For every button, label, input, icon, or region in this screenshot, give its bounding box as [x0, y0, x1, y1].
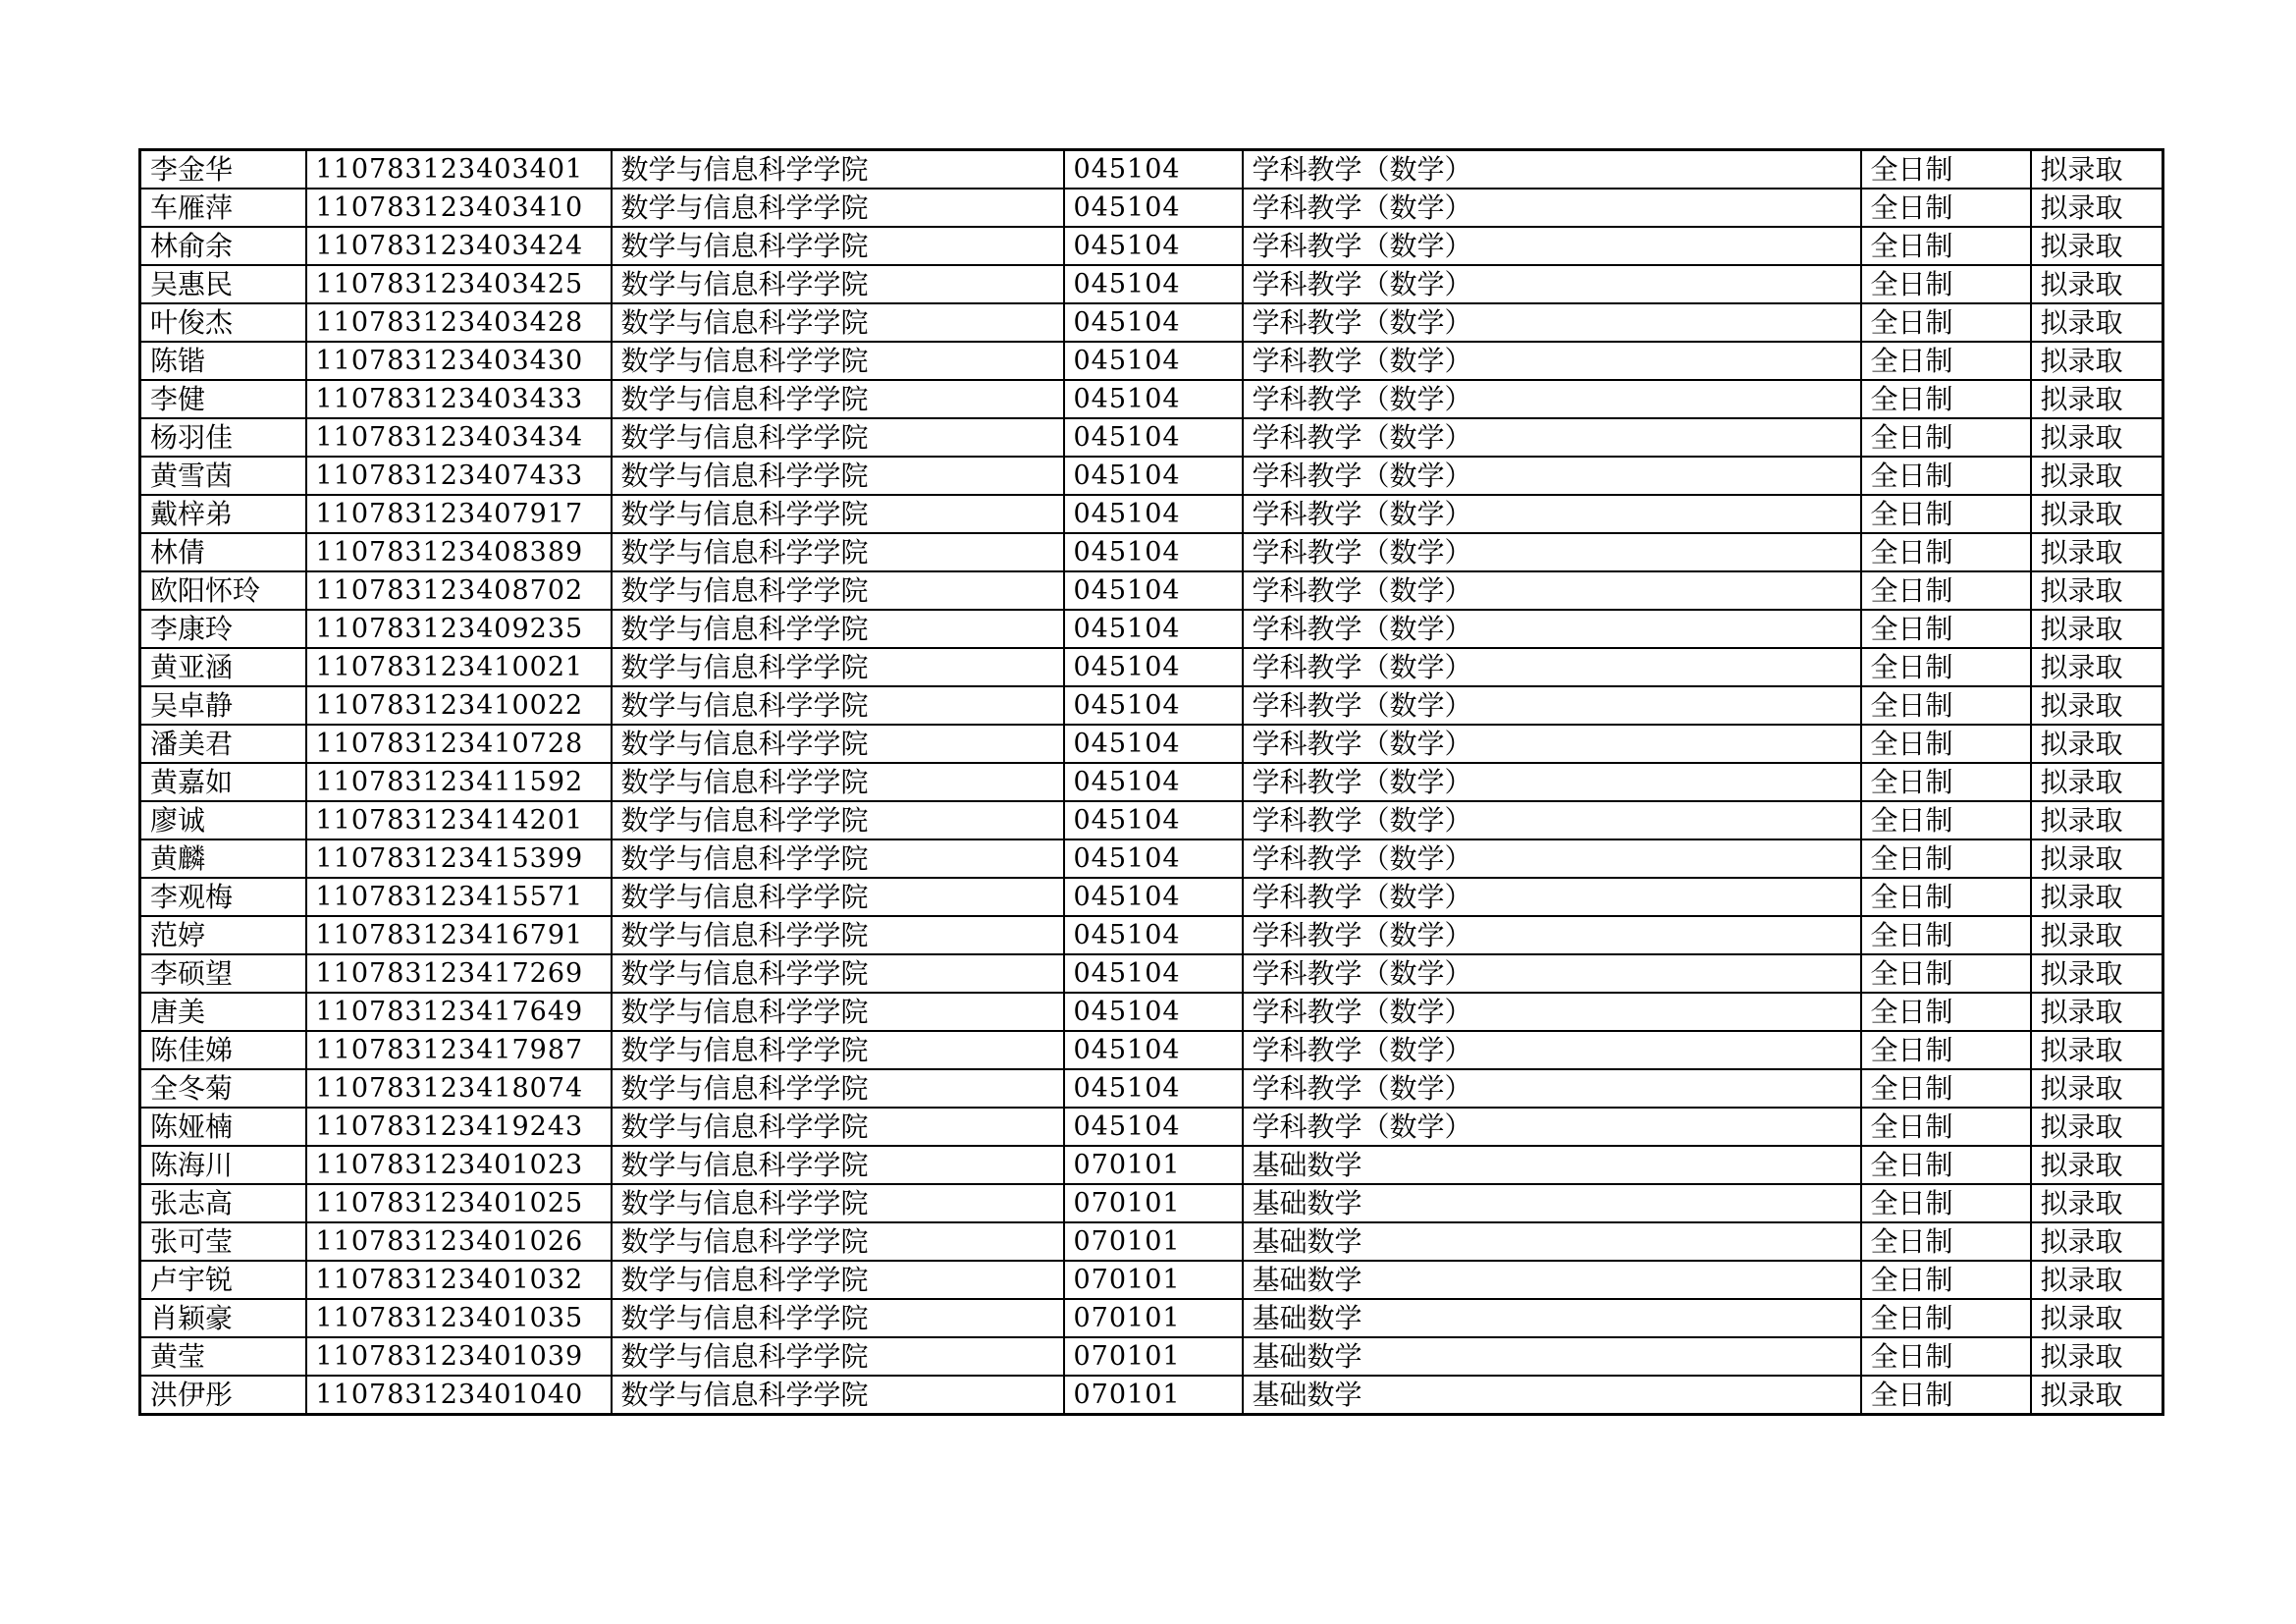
college-cell: 数学与信息科学学院: [612, 1337, 1064, 1376]
table-row: [140, 801, 2163, 839]
major-code-cell: 045104: [1064, 954, 1243, 993]
table-row: [140, 686, 2163, 725]
exam-id-cell: 110783123416791: [306, 916, 612, 954]
exam-id-cell: 110783123418074: [306, 1069, 612, 1108]
table-row: [140, 648, 2163, 686]
name-cell: 黄莹: [140, 1337, 306, 1376]
exam-id-cell: 110783123403434: [306, 418, 612, 457]
status-cell: 拟录取: [2031, 1184, 2163, 1222]
name-cell: 陈佳娣: [140, 1031, 306, 1069]
table-row: [140, 1222, 2163, 1261]
exam-id-cell: 110783123401039: [306, 1337, 612, 1376]
major-code-cell: 045104: [1064, 993, 1243, 1031]
table-row: [140, 380, 2163, 418]
status-cell: 拟录取: [2031, 725, 2163, 763]
major-code-cell: 070101: [1064, 1376, 1243, 1415]
major-name-cell: 学科教学（数学）: [1243, 916, 1861, 954]
status-cell: 拟录取: [2031, 457, 2163, 495]
exam-id-cell: 110783123403428: [306, 303, 612, 342]
major-code-cell: 070101: [1064, 1146, 1243, 1184]
name-cell: 车雁萍: [140, 189, 306, 227]
college-cell: 数学与信息科学学院: [612, 1376, 1064, 1415]
major-name-cell: 学科教学（数学）: [1243, 265, 1861, 303]
major-code-cell: 070101: [1064, 1184, 1243, 1222]
major-name-cell: 学科教学（数学）: [1243, 954, 1861, 993]
study-mode-cell: 全日制: [1861, 686, 2031, 725]
exam-id-cell: 110783123410021: [306, 648, 612, 686]
exam-id-cell: 110783123401023: [306, 1146, 612, 1184]
study-mode-cell: 全日制: [1861, 150, 2031, 189]
status-cell: 拟录取: [2031, 571, 2163, 610]
major-name-cell: 基础数学: [1243, 1261, 1861, 1299]
name-cell: 黄麟: [140, 839, 306, 878]
status-cell: 拟录取: [2031, 265, 2163, 303]
exam-id-cell: 110783123401035: [306, 1299, 612, 1337]
college-cell: 数学与信息科学学院: [612, 610, 1064, 648]
table-row: [140, 1108, 2163, 1146]
table-row: [140, 303, 2163, 342]
status-cell: 拟录取: [2031, 1299, 2163, 1337]
study-mode-cell: 全日制: [1861, 839, 2031, 878]
exam-id-cell: 110783123409235: [306, 610, 612, 648]
status-cell: 拟录取: [2031, 1108, 2163, 1146]
major-code-cell: 045104: [1064, 418, 1243, 457]
study-mode-cell: 全日制: [1861, 801, 2031, 839]
college-cell: 数学与信息科学学院: [612, 1146, 1064, 1184]
status-cell: 拟录取: [2031, 380, 2163, 418]
name-cell: 潘美君: [140, 725, 306, 763]
status-cell: 拟录取: [2031, 533, 2163, 571]
major-name-cell: 学科教学（数学）: [1243, 686, 1861, 725]
exam-id-cell: 110783123411592: [306, 763, 612, 801]
table-row: [140, 1146, 2163, 1184]
major-code-cell: 045104: [1064, 380, 1243, 418]
major-name-cell: 基础数学: [1243, 1337, 1861, 1376]
college-cell: 数学与信息科学学院: [612, 227, 1064, 265]
name-cell: 李康玲: [140, 610, 306, 648]
name-cell: 洪伊彤: [140, 1376, 306, 1415]
status-cell: 拟录取: [2031, 916, 2163, 954]
college-cell: 数学与信息科学学院: [612, 1069, 1064, 1108]
study-mode-cell: 全日制: [1861, 457, 2031, 495]
table-row: [140, 1337, 2163, 1376]
study-mode-cell: 全日制: [1861, 418, 2031, 457]
status-cell: 拟录取: [2031, 495, 2163, 533]
college-cell: 数学与信息科学学院: [612, 533, 1064, 571]
major-code-cell: 070101: [1064, 1261, 1243, 1299]
table-row: [140, 227, 2163, 265]
exam-id-cell: 110783123407917: [306, 495, 612, 533]
major-name-cell: 学科教学（数学）: [1243, 610, 1861, 648]
exam-id-cell: 110783123417269: [306, 954, 612, 993]
name-cell: 黄亚涵: [140, 648, 306, 686]
name-cell: 陈娅楠: [140, 1108, 306, 1146]
study-mode-cell: 全日制: [1861, 342, 2031, 380]
table-row: [140, 189, 2163, 227]
exam-id-cell: 110783123410728: [306, 725, 612, 763]
study-mode-cell: 全日制: [1861, 725, 2031, 763]
study-mode-cell: 全日制: [1861, 1222, 2031, 1261]
major-code-cell: 045104: [1064, 150, 1243, 189]
table-row: [140, 150, 2163, 189]
major-name-cell: 学科教学（数学）: [1243, 150, 1861, 189]
name-cell: 陈锴: [140, 342, 306, 380]
study-mode-cell: 全日制: [1861, 1261, 2031, 1299]
major-name-cell: 基础数学: [1243, 1299, 1861, 1337]
college-cell: 数学与信息科学学院: [612, 1222, 1064, 1261]
study-mode-cell: 全日制: [1861, 1031, 2031, 1069]
name-cell: 黄雪茵: [140, 457, 306, 495]
exam-id-cell: 110783123403424: [306, 227, 612, 265]
status-cell: 拟录取: [2031, 763, 2163, 801]
major-code-cell: 045104: [1064, 227, 1243, 265]
table-row: [140, 725, 2163, 763]
exam-id-cell: 110783123415571: [306, 878, 612, 916]
college-cell: 数学与信息科学学院: [612, 1031, 1064, 1069]
study-mode-cell: 全日制: [1861, 1299, 2031, 1337]
exam-id-cell: 110783123419243: [306, 1108, 612, 1146]
name-cell: 戴梓弟: [140, 495, 306, 533]
name-cell: 林俞余: [140, 227, 306, 265]
name-cell: 黄嘉如: [140, 763, 306, 801]
major-name-cell: 学科教学（数学）: [1243, 801, 1861, 839]
major-name-cell: 基础数学: [1243, 1184, 1861, 1222]
name-cell: 陈海川: [140, 1146, 306, 1184]
college-cell: 数学与信息科学学院: [612, 265, 1064, 303]
college-cell: 数学与信息科学学院: [612, 303, 1064, 342]
major-code-cell: 045104: [1064, 265, 1243, 303]
college-cell: 数学与信息科学学院: [612, 1184, 1064, 1222]
name-cell: 李健: [140, 380, 306, 418]
table-row: [140, 418, 2163, 457]
exam-id-cell: 110783123417987: [306, 1031, 612, 1069]
name-cell: 叶俊杰: [140, 303, 306, 342]
college-cell: 数学与信息科学学院: [612, 1299, 1064, 1337]
major-code-cell: 045104: [1064, 189, 1243, 227]
major-code-cell: 045104: [1064, 686, 1243, 725]
study-mode-cell: 全日制: [1861, 993, 2031, 1031]
major-name-cell: 学科教学（数学）: [1243, 763, 1861, 801]
study-mode-cell: 全日制: [1861, 1069, 2031, 1108]
college-cell: 数学与信息科学学院: [612, 571, 1064, 610]
college-cell: 数学与信息科学学院: [612, 495, 1064, 533]
college-cell: 数学与信息科学学院: [612, 457, 1064, 495]
name-cell: 欧阳怀玲: [140, 571, 306, 610]
exam-id-cell: 110783123401032: [306, 1261, 612, 1299]
study-mode-cell: 全日制: [1861, 303, 2031, 342]
status-cell: 拟录取: [2031, 801, 2163, 839]
study-mode-cell: 全日制: [1861, 495, 2031, 533]
name-cell: 李硕望: [140, 954, 306, 993]
table-row: [140, 954, 2163, 993]
college-cell: 数学与信息科学学院: [612, 1261, 1064, 1299]
status-cell: 拟录取: [2031, 686, 2163, 725]
major-name-cell: 学科教学（数学）: [1243, 1031, 1861, 1069]
table-row: [140, 1184, 2163, 1222]
exam-id-cell: 110783123417649: [306, 993, 612, 1031]
status-cell: 拟录取: [2031, 839, 2163, 878]
major-name-cell: 学科教学（数学）: [1243, 342, 1861, 380]
major-code-cell: 070101: [1064, 1222, 1243, 1261]
college-cell: 数学与信息科学学院: [612, 954, 1064, 993]
exam-id-cell: 110783123415399: [306, 839, 612, 878]
study-mode-cell: 全日制: [1861, 878, 2031, 916]
name-cell: 唐美: [140, 993, 306, 1031]
study-mode-cell: 全日制: [1861, 1146, 2031, 1184]
status-cell: 拟录取: [2031, 954, 2163, 993]
major-name-cell: 学科教学（数学）: [1243, 1108, 1861, 1146]
major-code-cell: 045104: [1064, 610, 1243, 648]
table-row: [140, 495, 2163, 533]
table-row: [140, 610, 2163, 648]
exam-id-cell: 110783123408702: [306, 571, 612, 610]
major-code-cell: 070101: [1064, 1337, 1243, 1376]
exam-id-cell: 110783123401025: [306, 1184, 612, 1222]
study-mode-cell: 全日制: [1861, 227, 2031, 265]
study-mode-cell: 全日制: [1861, 763, 2031, 801]
major-code-cell: 045104: [1064, 801, 1243, 839]
table-row: [140, 1376, 2163, 1415]
status-cell: 拟录取: [2031, 878, 2163, 916]
major-code-cell: 045104: [1064, 763, 1243, 801]
major-name-cell: 学科教学（数学）: [1243, 1069, 1861, 1108]
study-mode-cell: 全日制: [1861, 1376, 2031, 1415]
name-cell: 吴惠民: [140, 265, 306, 303]
major-code-cell: 045104: [1064, 571, 1243, 610]
exam-id-cell: 110783123407433: [306, 457, 612, 495]
major-code-cell: 045104: [1064, 1069, 1243, 1108]
table-row: [140, 457, 2163, 495]
status-cell: 拟录取: [2031, 1222, 2163, 1261]
exam-id-cell: 110783123403401: [306, 150, 612, 189]
exam-id-cell: 110783123414201: [306, 801, 612, 839]
table-row: [140, 265, 2163, 303]
table-row: [140, 533, 2163, 571]
college-cell: 数学与信息科学学院: [612, 993, 1064, 1031]
name-cell: 李金华: [140, 150, 306, 189]
college-cell: 数学与信息科学学院: [612, 648, 1064, 686]
study-mode-cell: 全日制: [1861, 265, 2031, 303]
college-cell: 数学与信息科学学院: [612, 1108, 1064, 1146]
college-cell: 数学与信息科学学院: [612, 725, 1064, 763]
table-body: [140, 150, 2163, 1415]
study-mode-cell: 全日制: [1861, 916, 2031, 954]
name-cell: 范婷: [140, 916, 306, 954]
major-name-cell: 学科教学（数学）: [1243, 418, 1861, 457]
study-mode-cell: 全日制: [1861, 380, 2031, 418]
table-row: [140, 1069, 2163, 1108]
study-mode-cell: 全日制: [1861, 1184, 2031, 1222]
table-row: [140, 916, 2163, 954]
name-cell: 张志高: [140, 1184, 306, 1222]
exam-id-cell: 110783123403425: [306, 265, 612, 303]
major-name-cell: 学科教学（数学）: [1243, 457, 1861, 495]
major-code-cell: 045104: [1064, 303, 1243, 342]
exam-id-cell: 110783123401026: [306, 1222, 612, 1261]
study-mode-cell: 全日制: [1861, 954, 2031, 993]
study-mode-cell: 全日制: [1861, 610, 2031, 648]
status-cell: 拟录取: [2031, 150, 2163, 189]
college-cell: 数学与信息科学学院: [612, 801, 1064, 839]
major-code-cell: 070101: [1064, 1299, 1243, 1337]
major-name-cell: 学科教学（数学）: [1243, 227, 1861, 265]
major-name-cell: 学科教学（数学）: [1243, 533, 1861, 571]
name-cell: 卢宇锐: [140, 1261, 306, 1299]
major-code-cell: 045104: [1064, 878, 1243, 916]
college-cell: 数学与信息科学学院: [612, 839, 1064, 878]
table-row: [140, 571, 2163, 610]
table-row: [140, 878, 2163, 916]
major-name-cell: 基础数学: [1243, 1222, 1861, 1261]
major-name-cell: 学科教学（数学）: [1243, 495, 1861, 533]
major-code-cell: 045104: [1064, 1108, 1243, 1146]
table-row: [140, 342, 2163, 380]
major-name-cell: 学科教学（数学）: [1243, 648, 1861, 686]
major-code-cell: 045104: [1064, 495, 1243, 533]
table-row: [140, 1031, 2163, 1069]
major-name-cell: 学科教学（数学）: [1243, 189, 1861, 227]
major-name-cell: 学科教学（数学）: [1243, 571, 1861, 610]
major-name-cell: 基础数学: [1243, 1146, 1861, 1184]
status-cell: 拟录取: [2031, 1261, 2163, 1299]
name-cell: 全冬菊: [140, 1069, 306, 1108]
table-row: [140, 1261, 2163, 1299]
table-row: [140, 839, 2163, 878]
name-cell: 廖诚: [140, 801, 306, 839]
major-code-cell: 045104: [1064, 1031, 1243, 1069]
major-code-cell: 045104: [1064, 648, 1243, 686]
status-cell: 拟录取: [2031, 1146, 2163, 1184]
admission-list-table: [138, 148, 2164, 1416]
status-cell: 拟录取: [2031, 303, 2163, 342]
exam-id-cell: 110783123403433: [306, 380, 612, 418]
exam-id-cell: 110783123410022: [306, 686, 612, 725]
status-cell: 拟录取: [2031, 227, 2163, 265]
major-code-cell: 045104: [1064, 725, 1243, 763]
table-row: [140, 1299, 2163, 1337]
name-cell: 吴卓静: [140, 686, 306, 725]
major-code-cell: 045104: [1064, 342, 1243, 380]
major-name-cell: 学科教学（数学）: [1243, 303, 1861, 342]
study-mode-cell: 全日制: [1861, 533, 2031, 571]
college-cell: 数学与信息科学学院: [612, 878, 1064, 916]
study-mode-cell: 全日制: [1861, 1108, 2031, 1146]
college-cell: 数学与信息科学学院: [612, 380, 1064, 418]
status-cell: 拟录取: [2031, 342, 2163, 380]
major-name-cell: 学科教学（数学）: [1243, 725, 1861, 763]
study-mode-cell: 全日制: [1861, 571, 2031, 610]
exam-id-cell: 110783123401040: [306, 1376, 612, 1415]
name-cell: 李观梅: [140, 878, 306, 916]
status-cell: 拟录取: [2031, 1337, 2163, 1376]
study-mode-cell: 全日制: [1861, 648, 2031, 686]
name-cell: 林倩: [140, 533, 306, 571]
status-cell: 拟录取: [2031, 993, 2163, 1031]
table-row: [140, 763, 2163, 801]
name-cell: 张可莹: [140, 1222, 306, 1261]
major-name-cell: 学科教学（数学）: [1243, 993, 1861, 1031]
study-mode-cell: 全日制: [1861, 1337, 2031, 1376]
major-name-cell: 学科教学（数学）: [1243, 839, 1861, 878]
status-cell: 拟录取: [2031, 189, 2163, 227]
study-mode-cell: 全日制: [1861, 189, 2031, 227]
status-cell: 拟录取: [2031, 610, 2163, 648]
name-cell: 杨羽佳: [140, 418, 306, 457]
major-code-cell: 045104: [1064, 839, 1243, 878]
status-cell: 拟录取: [2031, 648, 2163, 686]
college-cell: 数学与信息科学学院: [612, 150, 1064, 189]
college-cell: 数学与信息科学学院: [612, 418, 1064, 457]
major-name-cell: 学科教学（数学）: [1243, 878, 1861, 916]
status-cell: 拟录取: [2031, 418, 2163, 457]
exam-id-cell: 110783123403410: [306, 189, 612, 227]
status-cell: 拟录取: [2031, 1069, 2163, 1108]
college-cell: 数学与信息科学学院: [612, 686, 1064, 725]
major-code-cell: 045104: [1064, 533, 1243, 571]
major-name-cell: 基础数学: [1243, 1376, 1861, 1415]
college-cell: 数学与信息科学学院: [612, 189, 1064, 227]
exam-id-cell: 110783123408389: [306, 533, 612, 571]
major-code-cell: 045104: [1064, 457, 1243, 495]
status-cell: 拟录取: [2031, 1376, 2163, 1415]
major-code-cell: 045104: [1064, 916, 1243, 954]
college-cell: 数学与信息科学学院: [612, 916, 1064, 954]
name-cell: 肖颖豪: [140, 1299, 306, 1337]
status-cell: 拟录取: [2031, 1031, 2163, 1069]
exam-id-cell: 110783123403430: [306, 342, 612, 380]
major-name-cell: 学科教学（数学）: [1243, 380, 1861, 418]
college-cell: 数学与信息科学学院: [612, 342, 1064, 380]
college-cell: 数学与信息科学学院: [612, 763, 1064, 801]
table-row: [140, 993, 2163, 1031]
